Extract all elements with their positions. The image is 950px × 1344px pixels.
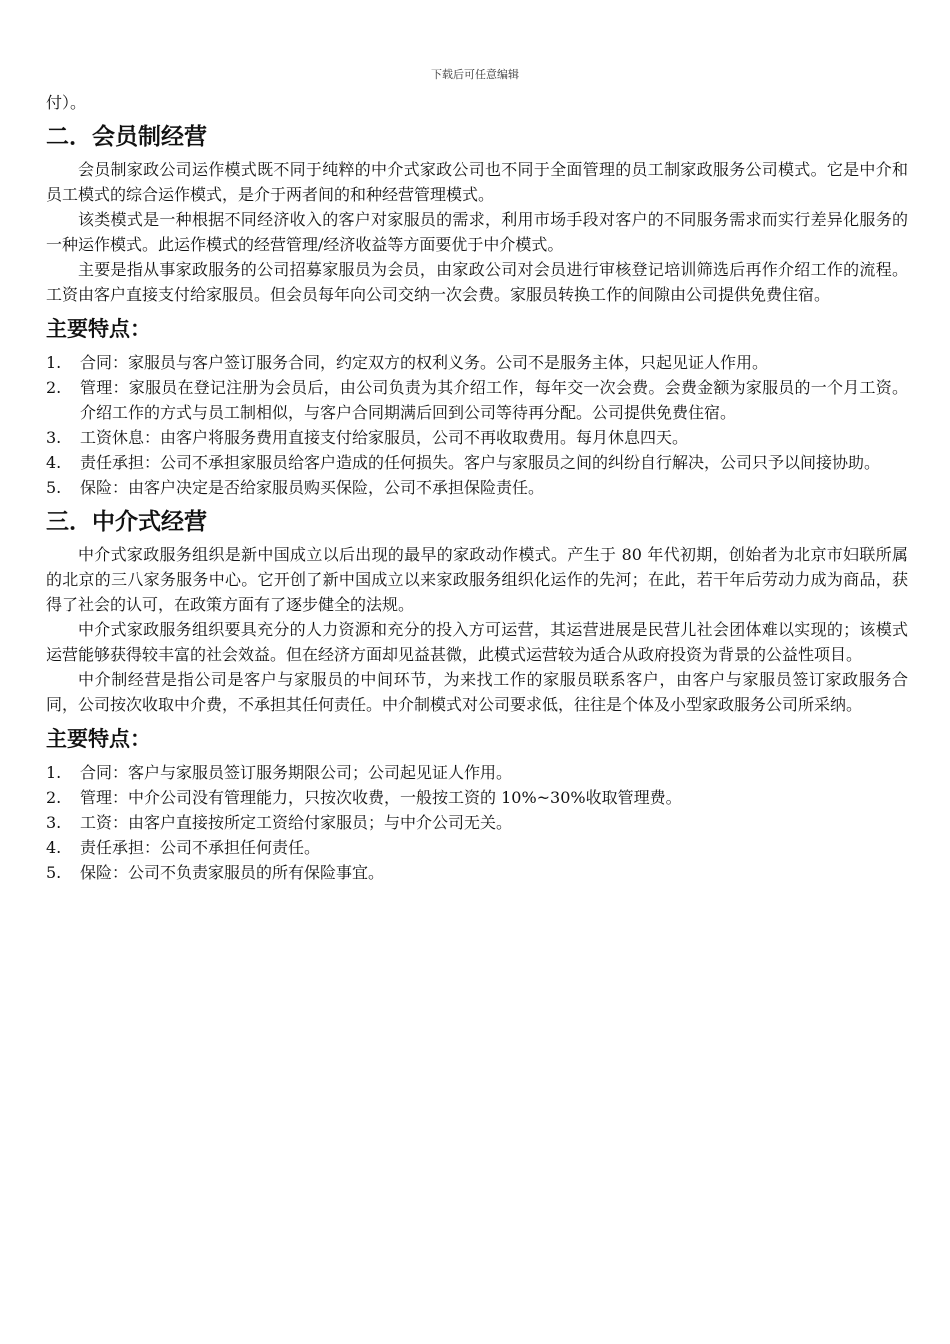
paragraph: 会员制家政公司运作模式既不同于纯粹的中介式家政公司也不同于全面管理的员工制家政服务公司模式。它是中介和员工模式的综合运作模式，是介于两者间的和种经营管理模式。 [46,160,908,204]
list-text: 合同：家服员与客户签订服务合同，约定双方的权利义务。公司不是服务主体，只起见证人作用。 [80,353,769,372]
list-number: 1. [46,763,62,782]
list-item [46,860,908,885]
list-text: 责任承担：公司不承担家服员给客户造成的任何损失。客户与家服员之间的纠纷自行解决，公司只予以间接协助。 [80,453,881,472]
list-item [46,475,908,500]
section-2-title: 二．会员制经营 [46,124,207,150]
paragraph: 主要是指从事家政服务的公司招募家服员为会员，由家政公司对会员进行审核登记培训筛选后再作介绍工作的流程。工资由客户直接支付给家服员。但会员每年向公司交纳一次会费。家服员转换工作的间隙由公司提供免费住宿。 [46,260,908,304]
list-text: 保险：公司不负责家服员的所有保险事宜。 [80,863,385,882]
section-3-feature-list [46,760,908,885]
list-item [46,810,908,835]
list-item [46,350,908,375]
list-item [46,375,908,425]
paragraph: 中介制经营是指公司是客户与家服员的中间环节，为来找工作的家服员联系客户，由客户与家服员签订家政服务合同，公司按次收取中介费，不承担其任何责任。中介制模式对公司要求低，往往是个体及小型家政服务公司所采纳。 [46,670,908,714]
list-text: 保险：由客户决定是否给家服员购买保险，公司不承担保险责任。 [80,478,545,497]
list-text: 合同：客户与家服员签订服务期限公司；公司起见证人作用。 [80,763,513,782]
paragraph: 该类模式是一种根据不同经济收入的客户对家服员的需求，利用市场手段对客户的不同服务需求而实行差异化服务的一种运作模式。此运作模式的经营管理/经济收益等方面要优于中介模式。 [46,210,908,254]
list-item [46,450,908,475]
list-number: 1. [46,353,62,372]
section-2-features-title: 主要特点： [46,317,151,341]
section-2-feature-list [46,350,908,500]
paragraph: 中介式家政服务组织要具充分的人力资源和充分的投入方可运营，其运营进展是民营儿社会团体难以实现的；该模式运营能够获得较丰富的社会效益。但在经济方面却见益甚微，此模式运营较为适合从政府投资为背景的公益性项目。 [46,620,908,664]
list-item [46,425,908,450]
list-text: 责任承担：公司不承担任何责任。 [80,838,321,857]
list-item [46,835,908,860]
list-number: 3. [46,428,62,447]
list-number: 4. [46,453,62,472]
list-number: 3. [46,813,62,832]
list-number: 5. [46,478,62,497]
list-number: 2. [46,378,62,397]
list-text: 工资休息：由客户将服务费用直接支付给家服员，公司不再收取费用。每月休息四天。 [80,428,689,447]
document-body [46,90,908,885]
list-number: 4. [46,838,62,857]
section-3-features-title: 主要特点： [46,727,151,751]
continuation-text: 付）。 [46,93,87,112]
list-text: 管理：家服员在登记注册为会员后，由公司负责为其介绍工作，每年交一次会费。会费金额为家服员的一个月工资。介绍工作的方式与员工制相似，与客户合同期满后回到公司等待再分配。公司提供免费住宿。 [80,378,908,422]
list-number: 5. [46,863,62,882]
list-text: 工资：由客户直接按所定工资给付家服员；与中介公司无关。 [80,813,513,832]
page-header: 下载后可任意编辑 [431,68,519,81]
list-number: 2. [46,788,62,807]
section-3-title: 三．中介式经营 [46,509,207,535]
list-text: 管理：中介公司没有管理能力，只按次收费，一般按工资的 10%~30%收取管理费。 [80,788,682,807]
paragraph: 中介式家政服务组织是新中国成立以后出现的最早的家政动作模式。产生于 80 年代初期，创始者为北京市妇联所属的北京的三八家务服务中心。它开创了新中国成立以来家政服务组织化运作的先河；在此，若干年后劳动力成为商品，获得了社会的认可，在政策方面有了逐步健全的法规。 [46,545,908,614]
list-item [46,760,908,785]
list-item [46,785,908,810]
